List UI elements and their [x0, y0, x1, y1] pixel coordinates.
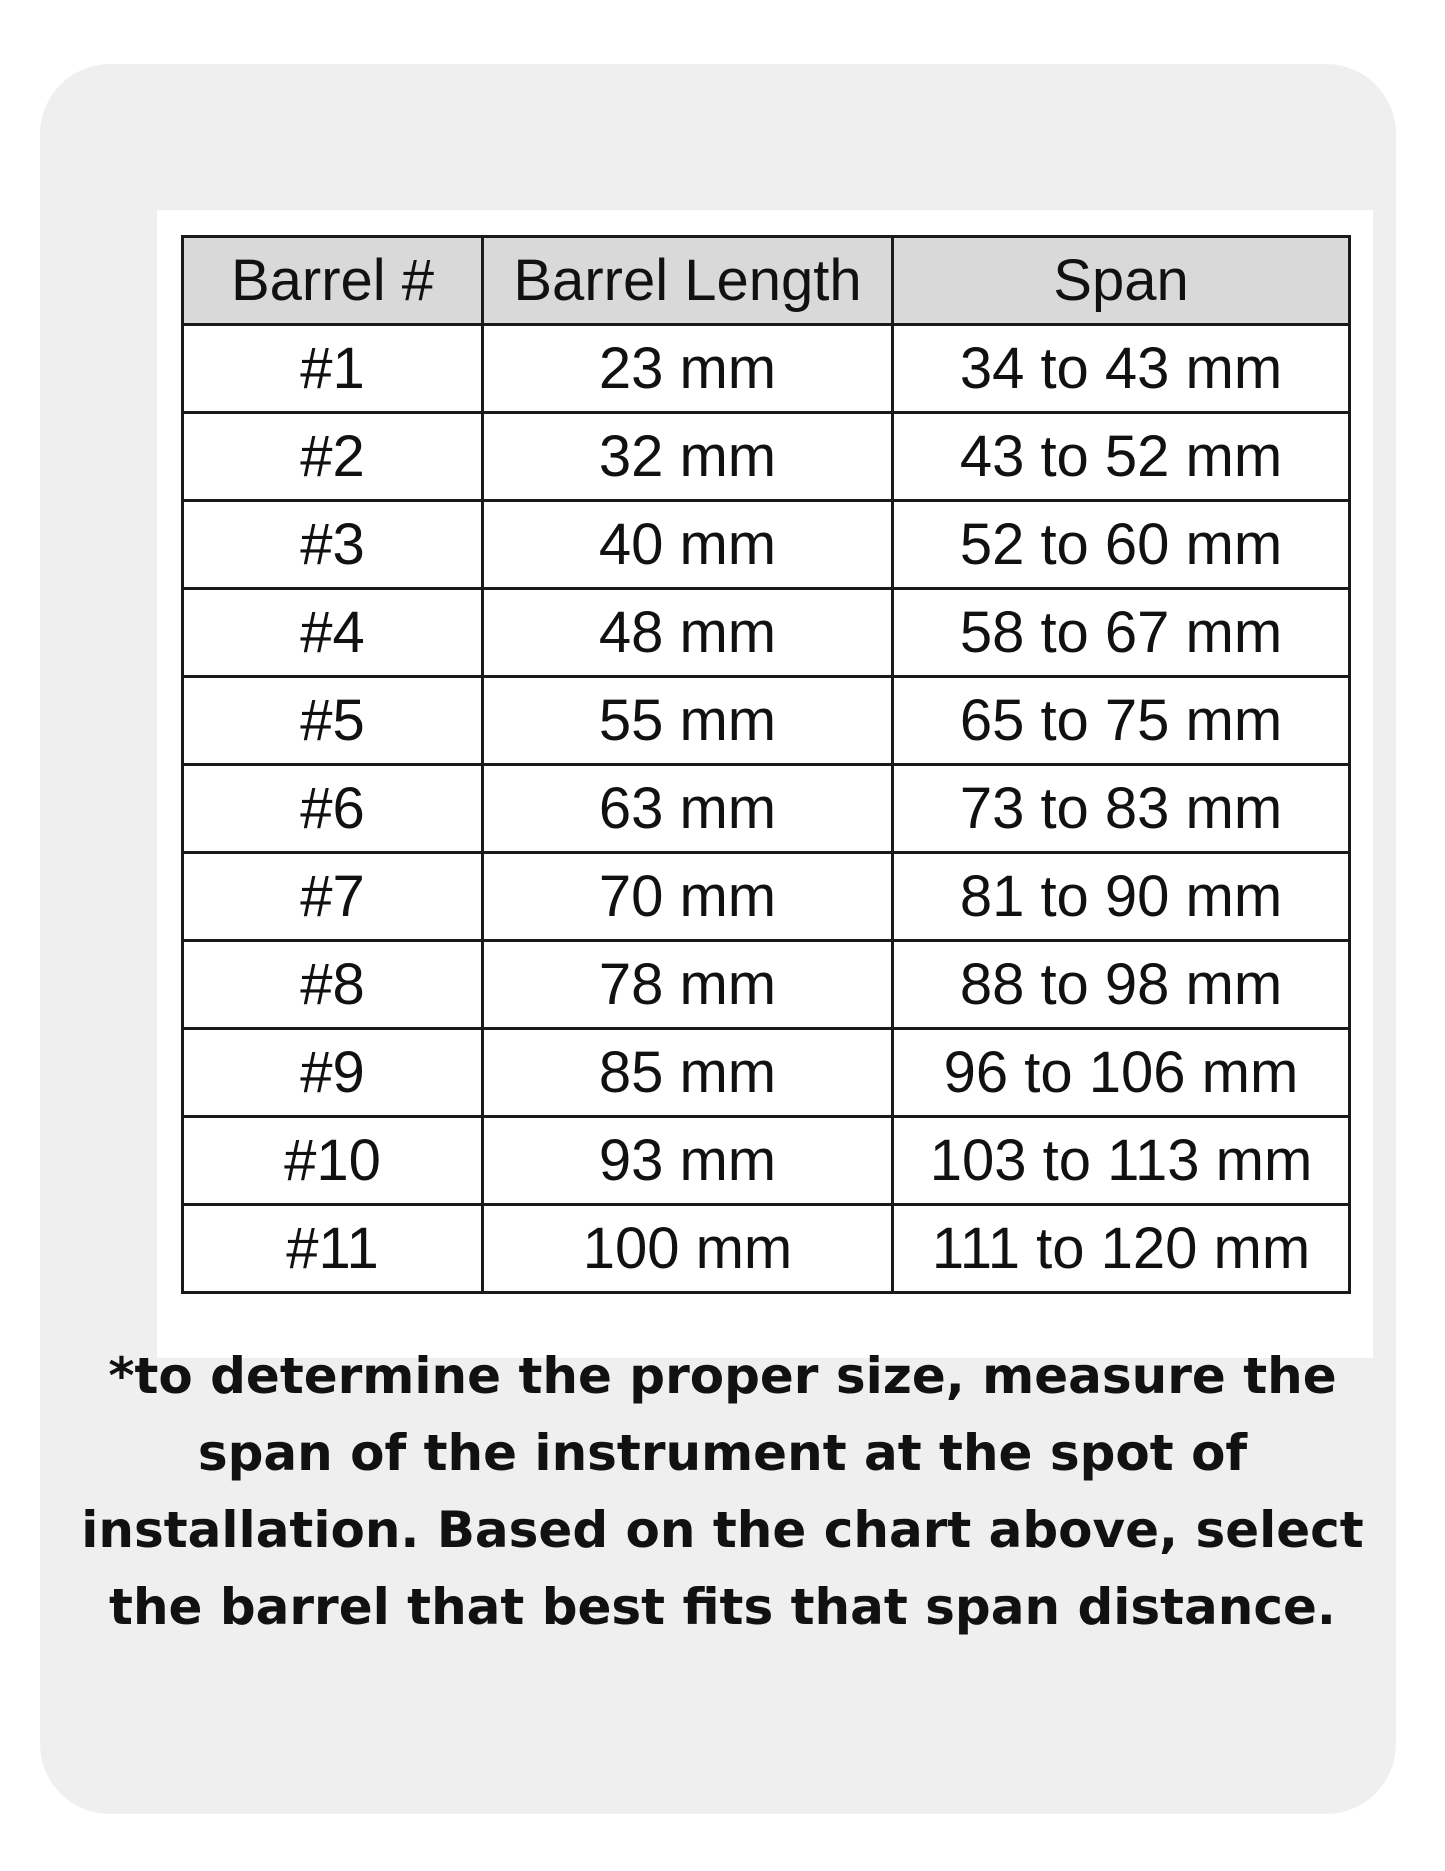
barrel-length-cell: 23 mm [483, 325, 893, 413]
size-chart-panel [157, 210, 1373, 1358]
barrel-length-cell: 78 mm [483, 941, 893, 1029]
table-header-row [183, 237, 1350, 325]
barrel-number-cell: #4 [183, 589, 483, 677]
barrel-length-cell: 48 mm [483, 589, 893, 677]
span-cell: 81 to 90 mm [893, 853, 1350, 941]
barrel-number-cell: #3 [183, 501, 483, 589]
span-cell: 43 to 52 mm [893, 413, 1350, 501]
barrel-length-cell: 100 mm [483, 1205, 893, 1293]
table-row [183, 589, 1350, 677]
barrel-number-cell: #7 [183, 853, 483, 941]
header-barrel-number: Barrel # [183, 237, 483, 325]
span-cell: 52 to 60 mm [893, 501, 1350, 589]
barrel-length-cell: 40 mm [483, 501, 893, 589]
span-cell: 111 to 120 mm [893, 1205, 1350, 1293]
barrel-number-cell: #2 [183, 413, 483, 501]
barrel-length-cell: 63 mm [483, 765, 893, 853]
span-cell: 96 to 106 mm [893, 1029, 1350, 1117]
header-barrel-length: Barrel Length [483, 237, 893, 325]
barrel-number-cell: #11 [183, 1205, 483, 1293]
span-cell: 34 to 43 mm [893, 325, 1350, 413]
barrel-size-table [181, 235, 1351, 1294]
sizing-instructions-note: *to determine the proper size, measure the span of the instrument at the spot of installation. Based on the chart above, select the barrel that best fits that span distance. [81, 1347, 1364, 1636]
table-row [183, 1117, 1350, 1205]
table-row [183, 325, 1350, 413]
table-row [183, 1205, 1350, 1293]
table-row [183, 853, 1350, 941]
span-cell: 88 to 98 mm [893, 941, 1350, 1029]
table-row [183, 677, 1350, 765]
barrel-number-cell: #10 [183, 1117, 483, 1205]
barrel-number-cell: #1 [183, 325, 483, 413]
table-row [183, 765, 1350, 853]
barrel-number-cell: #9 [183, 1029, 483, 1117]
barrel-length-cell: 32 mm [483, 413, 893, 501]
header-span: Span [893, 237, 1350, 325]
span-cell: 58 to 67 mm [893, 589, 1350, 677]
table-row [183, 941, 1350, 1029]
table-row [183, 1029, 1350, 1117]
barrel-length-cell: 55 mm [483, 677, 893, 765]
span-cell: 73 to 83 mm [893, 765, 1350, 853]
span-cell: 65 to 75 mm [893, 677, 1350, 765]
barrel-length-cell: 93 mm [483, 1117, 893, 1205]
barrel-number-cell: #5 [183, 677, 483, 765]
barrel-length-cell: 85 mm [483, 1029, 893, 1117]
barrel-length-cell: 70 mm [483, 853, 893, 941]
table-row [183, 413, 1350, 501]
barrel-number-cell: #8 [183, 941, 483, 1029]
table-row [183, 501, 1350, 589]
barrel-number-cell: #6 [183, 765, 483, 853]
span-cell: 103 to 113 mm [893, 1117, 1350, 1205]
